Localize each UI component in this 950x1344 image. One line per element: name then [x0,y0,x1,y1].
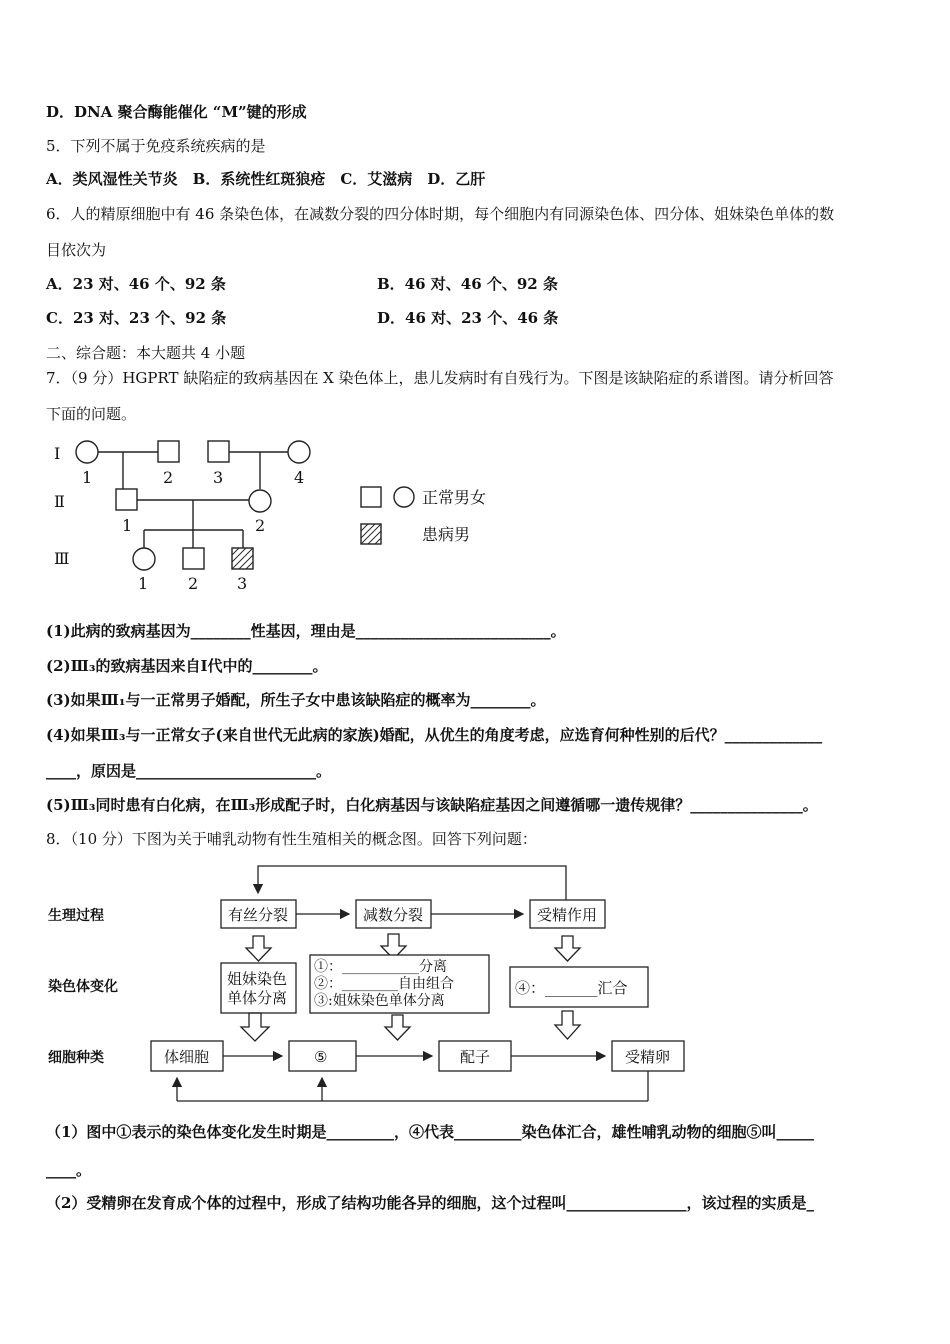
pedigree-iii1-female [133,548,155,570]
row-label-chromosome: 染色体变化 [48,979,118,995]
label-change-2: ②：________自由组合 [314,976,454,992]
gen-label-3: Ⅲ [54,549,70,568]
label-merge: ④：_______汇合 [515,979,628,997]
q7-stem-line2: 下面的问题。 [46,405,137,423]
label-zygote: 受精卵 [625,1048,671,1066]
down-arrow-3 [555,936,580,961]
down-arrow-6 [555,1011,580,1039]
gen-label-2: Ⅱ [54,492,65,511]
q7-sub4-line2: ____，原因是________________________。 [46,762,332,780]
section-heading: 二、综合题：本大题共 4 小题 [46,344,246,362]
q6-option-b: B．46 对、46 个、92 条 [377,275,558,293]
id-iii1: 1 [138,574,149,593]
id-ii2: 2 [255,516,266,535]
id-i4: 4 [294,468,305,487]
gen-label-1: Ⅰ [54,444,61,463]
pedigree-i3-male [208,441,229,462]
pedigree-chart [0,430,560,600]
legend-normal-male-symbol [361,487,381,507]
q5-stem: 5．下列不属于免疫系统疾病的是 [46,137,266,155]
down-arrow-4 [241,1013,269,1041]
id-iii3: 3 [237,574,248,593]
label-meiosis: 减数分裂 [363,906,424,924]
q7-sub2: (2)Ⅲ₃的致病基因来自Ⅰ代中的________。 [46,657,328,675]
q8-stem: 8．（10 分）下图为关于哺乳动物有性生殖相关的概念图。回答下列问题： [46,830,537,848]
down-arrow-1 [246,936,271,961]
pedigree-i4-female [288,441,310,463]
q8-sub2: （2）受精卵在发育成个体的过程中，形成了结构功能各异的细胞，这个过程叫________________，该过程的实质是_ [46,1194,814,1212]
label-sister-1: 姐妹染色 [227,970,288,988]
id-ii1: 1 [122,516,133,535]
q8-sub1-line2: ____。 [46,1161,92,1179]
q4-option-d: D．DNA 聚合酶能催化 “M”键的形成 [46,103,307,121]
q6-option-a: A．23 对、46 个、92 条 [46,275,226,293]
q6-stem-line2: 目依次为 [46,241,107,259]
q7-sub1: (1)此病的致病基因为________性基因，理由是__________________________。 [46,622,566,640]
id-i3: 3 [213,468,224,487]
q6-stem-line1: 6．人的精原细胞中有 46 条染色体，在减数分裂的四分体时期，每个细胞内有同源染色体、四分体、姐妹染色单体的数 [46,205,835,223]
q7-sub3: (3)如果Ⅲ₁与一正常男子婚配，所生子女中患该缺陷症的概率为________。 [46,691,546,709]
label-sister-2: 单体分离 [227,989,288,1007]
row-label-cell: 细胞种类 [48,1050,104,1066]
label-change-3: ③:姐妹染色单体分离 [314,993,445,1009]
legend-affected-label: 患病男 [422,525,471,544]
label-mitosis: 有丝分裂 [228,906,289,924]
id-iii2: 2 [188,574,199,593]
q6-option-c: C．23 对、23 个、92 条 [46,309,227,327]
q7-stem-line1: 7．（9 分）HGPRT 缺陷症的致病基因在 X 染色体上，患儿发病时有自残行为。下图是该缺陷症的系谱图。请分析回答 [46,369,834,387]
pedigree-ii1-male [116,489,137,510]
label-gamete: 配子 [460,1048,491,1066]
pedigree-i1-female [76,441,98,463]
q5-options: A．类风湿性关节炎 B．系统性红斑狼疮 C．艾滋病 D．乙肝 [46,170,486,188]
legend-normal-female-symbol [394,487,414,507]
q6-option-d: D．46 对、23 个、46 条 [377,309,559,327]
q7-sub5: (5)Ⅲ₃同时患有白化病，在Ⅲ₃形成配子时，白化病基因与该缺陷症基因之间遵循哪一遗传规律？_______________。 [46,796,818,814]
label-somatic-cell: 体细胞 [164,1048,210,1066]
id-i1: 1 [82,468,93,487]
label-cell-5: ⑤ [314,1048,328,1066]
row-label-process: 生理过程 [48,908,104,924]
pedigree-ii2-female [249,490,271,512]
label-fertilization: 受精作用 [537,906,598,924]
label-change-1: ①：___________分离 [314,959,447,975]
legend-normal-label: 正常男女 [422,488,487,507]
q7-sub4-line1: (4)如果Ⅲ₃与一正常女子(来自世代无此病的家族)婚配，从优生的角度考虑，应选育何种性别的后代？_____________ [46,726,823,744]
pedigree-iii2-male [183,548,204,569]
pedigree-i2-male [158,441,179,462]
concept-diagram [0,858,720,1108]
id-i2: 2 [163,468,174,487]
q8-sub1-line1: （1）图中①表示的染色体变化发生时期是_________，④代表_________染色体汇合，雄性哺乳动物的细胞⑤叫_____ [46,1123,814,1141]
down-arrow-5 [385,1015,410,1040]
